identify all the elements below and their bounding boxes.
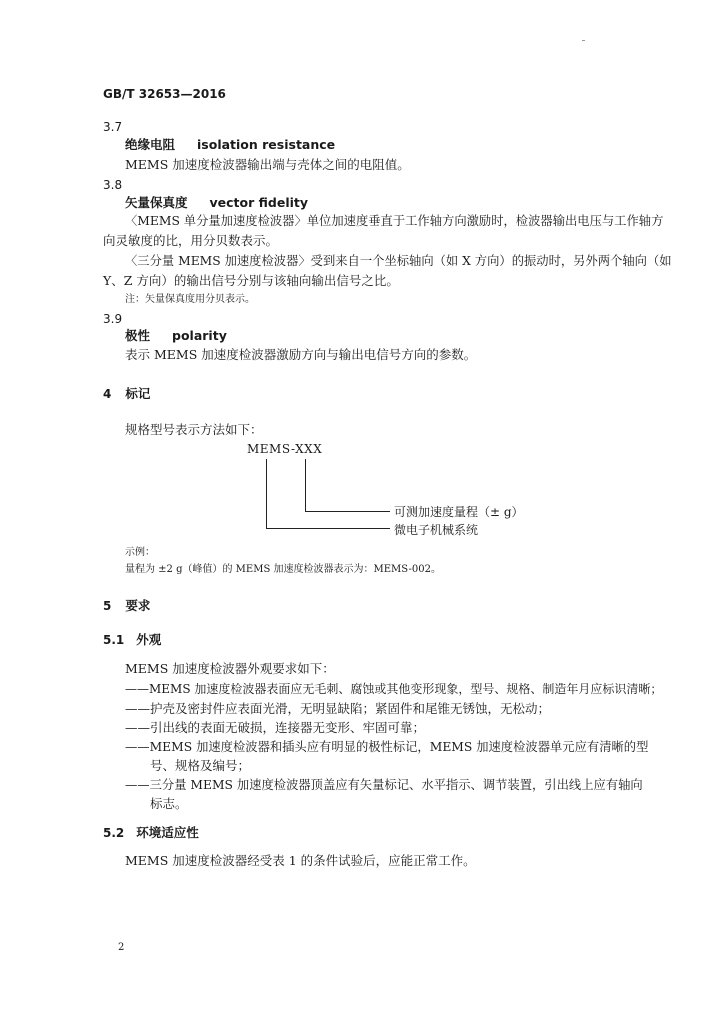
standard-id: GB/T 32653—2016 — [103, 87, 226, 101]
appearance-item: ——引出线的表面无破损，连接器无变形、牢固可靠； — [125, 720, 426, 735]
clause-3-8-term — [125, 195, 308, 211]
appearance-intro: MEMS 加速度检波器外观要求如下： — [125, 661, 335, 676]
environment-text: MEMS 加速度检波器经受表 1 的条件试验后，应能正常工作。 — [125, 853, 476, 868]
clause-number: 5.1 — [103, 633, 125, 647]
label-measurable-range: 可测加速度量程（± g） — [394, 505, 524, 519]
label-mems: 微电子机械系统 — [394, 523, 479, 537]
clause-3-8-para1-line2: 向灵敏度的比，用分贝数表示。 — [103, 233, 279, 248]
clause-3-7-term — [125, 137, 335, 153]
clause-3-7-definition: MEMS 加速度检波器输出端与壳体之间的电阻值。 — [125, 157, 410, 172]
term-cn: 矢量保真度 — [125, 195, 188, 210]
appearance-item: ——三分量 MEMS 加速度检波器顶盖应有矢量标记、水平指示、调节装置，引出线上应有轴向 — [125, 778, 643, 792]
bracket-line-range — [305, 459, 306, 512]
clause-3-8-note: 注：矢量保真度用分贝表示。 — [125, 294, 255, 305]
section-title: 要求 — [125, 598, 151, 613]
appearance-item: ——MEMS 加速度检波器和插头应有明显的极性标记，MEMS 加速度检波器单元应有清晰的型 — [125, 740, 649, 754]
appearance-item-continuation: 标志。 — [150, 796, 188, 811]
term-en: vector fidelity — [209, 195, 309, 210]
clause-3-8-para2-line2: Y、Z 方向）的输出信号分别与该轴向输出信号之比。 — [103, 273, 399, 288]
section-title: 标记 — [125, 386, 151, 401]
model-designation: MEMS-XXX — [247, 442, 323, 456]
clause-3-7-number: 3.7 — [103, 120, 123, 134]
clause-3-9-term — [125, 328, 227, 344]
section-number: 4 — [103, 387, 112, 401]
clause-3-8-para1-line1: 〈MEMS 单分量加速度检波器〉单位加速度垂直于工作轴方向激励时，检波器输出电压与工作轴方 — [125, 214, 664, 228]
term-en: polarity — [172, 328, 227, 343]
section-4-heading — [103, 386, 150, 402]
section-5-heading — [103, 598, 150, 614]
section-number: 5 — [103, 599, 112, 613]
example-label: 示例： — [125, 547, 155, 558]
appearance-item: ——护壳及密封件应表面光滑，无明显缺陷；紧固件和尾锥无锈蚀，无松动； — [125, 701, 551, 716]
term-cn: 极性 — [125, 328, 151, 343]
appearance-item: ——MEMS 加速度检波器表面应无毛刺、腐蚀或其他变形现象，型号、规格、制造年月应标识清晰； — [125, 682, 663, 696]
leader-line-mems — [266, 528, 390, 529]
example-text: 量程为 ±2 g（峰值）的 MEMS 加速度检波器表示为：MEMS-002。 — [125, 564, 441, 575]
marking-intro: 规格型号表示方法如下： — [125, 422, 263, 437]
clause-3-9-number: 3.9 — [103, 312, 123, 326]
leader-line-range — [305, 511, 390, 512]
clause-3-8-number: 3.8 — [103, 178, 123, 192]
clause-title: 环境适应性 — [136, 825, 199, 840]
clause-5-1-heading — [103, 632, 161, 648]
clause-title: 外观 — [136, 632, 162, 647]
clause-3-9-definition: 表示 MEMS 加速度检波器激励方向与输出电信号方向的参数。 — [125, 347, 477, 362]
clause-3-8-para2-line1: 〈三分量 MEMS 加速度检波器〉受到来自一个坐标轴向（如 X 方向）的振动时，另外两个轴向（如 — [125, 254, 672, 268]
term-en: isolation resistance — [197, 137, 336, 152]
bracket-line-mems — [266, 459, 267, 529]
appearance-item-continuation: 号、规格及编号； — [150, 758, 251, 773]
scan-mark — [582, 40, 585, 41]
term-cn: 绝缘电阻 — [125, 137, 176, 152]
clause-5-2-heading — [103, 825, 199, 841]
clause-number: 5.2 — [103, 826, 125, 840]
page-number: 2 — [118, 942, 125, 953]
